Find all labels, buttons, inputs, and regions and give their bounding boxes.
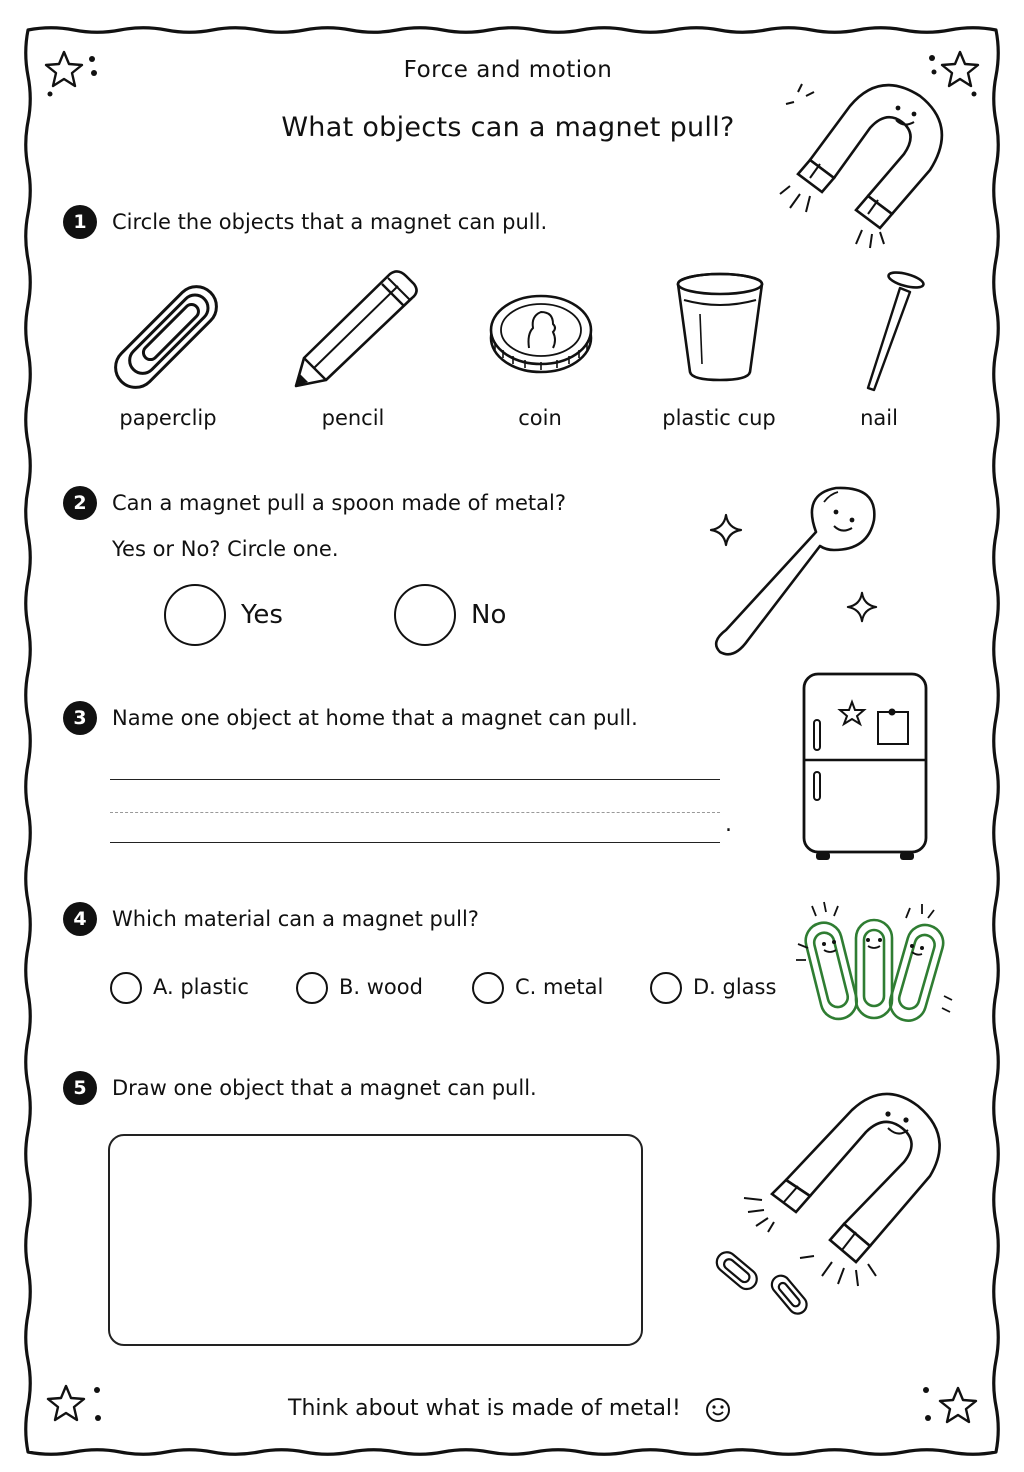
option-c-label: C. metal	[515, 975, 604, 999]
drawing-box[interactable]	[108, 1134, 643, 1346]
answer-line-top[interactable]	[110, 779, 720, 780]
answer-no-circle[interactable]	[394, 584, 456, 646]
answer-line-midline	[110, 812, 720, 813]
object-label-paperclip: paperclip	[119, 406, 217, 430]
option-b-radio[interactable]	[296, 972, 328, 1004]
question-2-prompt: Can a magnet pull a spoon made of metal?	[112, 491, 566, 515]
answer-no-label: No	[471, 600, 507, 630]
sparkle-icon	[708, 512, 744, 548]
option-d-radio[interactable]	[650, 972, 682, 1004]
answer-yes-label: Yes	[241, 600, 283, 630]
corner-star-icon	[42, 1380, 106, 1430]
spoon-icon	[706, 480, 906, 664]
question-2-instruction: Yes or No? Circle one.	[112, 537, 339, 561]
answer-line-baseline[interactable]	[110, 842, 720, 843]
subject-heading: Force and motion	[403, 57, 613, 83]
plastic-cup-icon[interactable]	[672, 268, 768, 386]
pencil-icon[interactable]	[290, 266, 422, 392]
coin-icon[interactable]	[487, 292, 595, 376]
paperclips-icon	[794, 900, 954, 1032]
question-1-number: 1	[63, 205, 97, 239]
magnet-icon	[780, 78, 960, 256]
corner-star-icon	[918, 1380, 982, 1430]
option-c-radio[interactable]	[472, 972, 504, 1004]
object-label-coin: coin	[518, 406, 562, 430]
question-3-prompt: Name one object at home that a magnet can pull.	[112, 706, 638, 730]
paperclip-icon[interactable]	[108, 280, 224, 394]
object-label-pencil: pencil	[321, 406, 385, 430]
page-title: What objects can a magnet pull?	[281, 112, 735, 143]
object-label-plastic-cup: plastic cup	[662, 406, 776, 430]
question-3-number: 3	[63, 701, 97, 735]
option-a-label: A. plastic	[153, 975, 249, 999]
question-5-number: 5	[63, 1071, 97, 1105]
question-4-number: 4	[63, 902, 97, 936]
magnet-icon	[704, 1080, 954, 1330]
answer-yes-circle[interactable]	[164, 584, 226, 646]
option-a-radio[interactable]	[110, 972, 142, 1004]
nail-icon[interactable]	[858, 270, 930, 396]
option-b-label: B. wood	[339, 975, 423, 999]
question-4-prompt: Which material can a magnet pull?	[112, 907, 479, 931]
question-5-prompt: Draw one object that a magnet can pull.	[112, 1076, 537, 1100]
option-d-label: D. glass	[693, 975, 777, 999]
footer-hint: Think about what is made of metal!	[288, 1396, 681, 1421]
refrigerator-icon	[800, 672, 930, 862]
question-1-prompt: Circle the objects that a magnet can pull.	[112, 210, 548, 234]
question-2-number: 2	[63, 486, 97, 520]
answer-end-period: .	[725, 812, 732, 837]
smiley-icon	[705, 1397, 731, 1423]
object-label-nail: nail	[860, 406, 898, 430]
sparkle-icon	[845, 590, 879, 624]
